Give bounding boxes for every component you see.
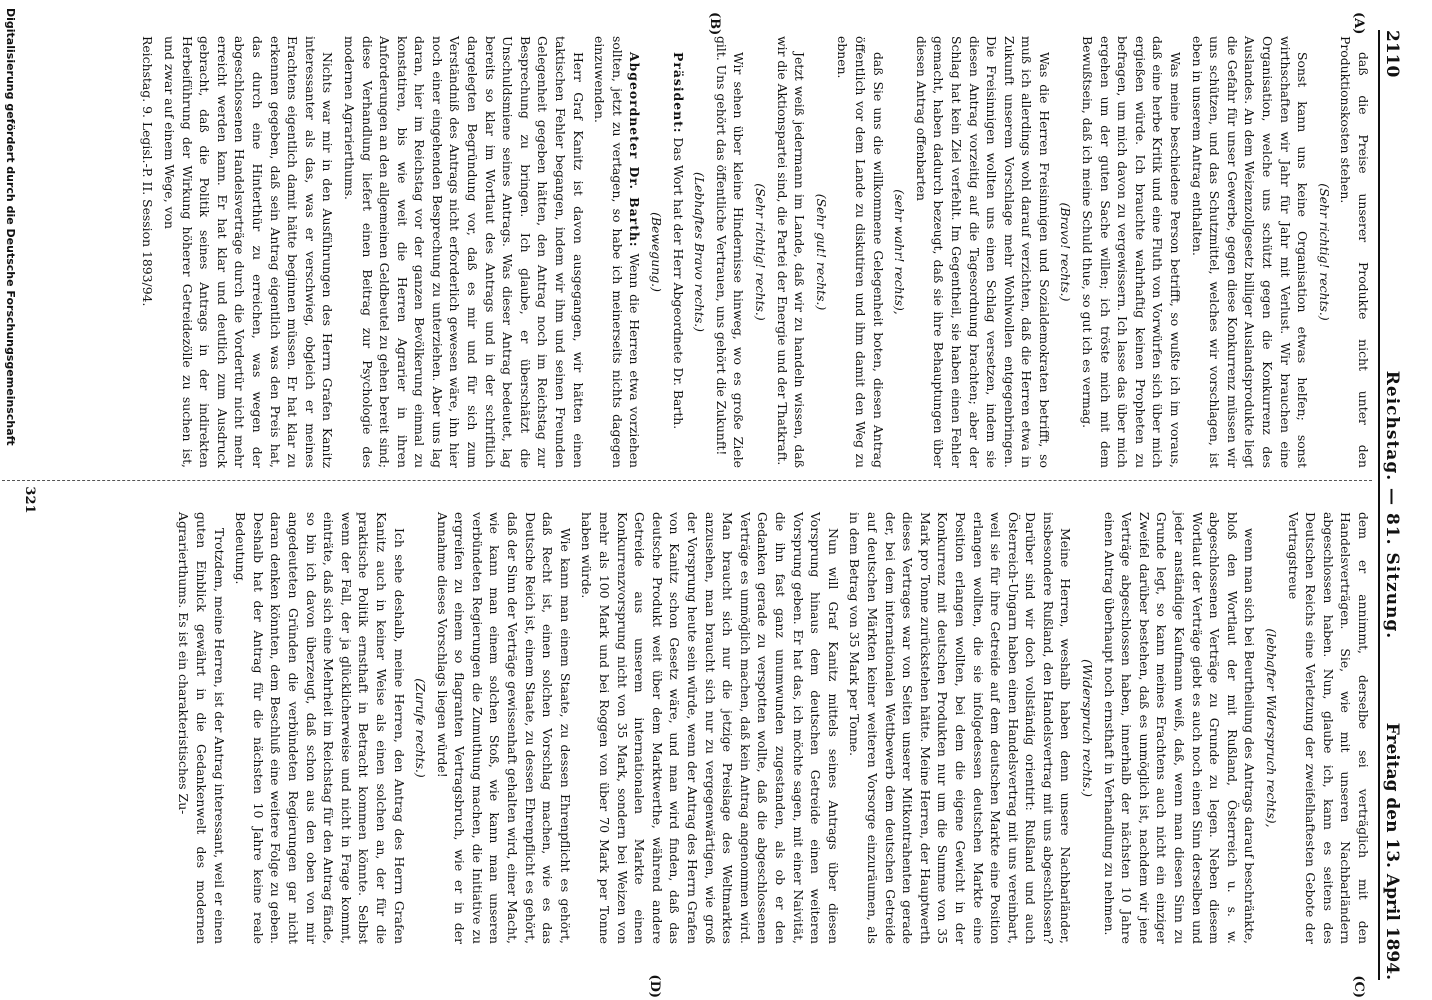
paragraph: Nichts war mir in den Ausführungen des Herrn Grafen Kanitz interessanter als das, was er verschwieg, obgleich er meines Erachtens eigentlich damit hätte beginnen müssen. Er hat klar zu erkennen gegeben, daß sein Antrag eigentlich was den Preis hat, das durch eine Hinterthür zu erreichen, was wegen der abgeschlossenen Handelsverträge durch die Vordertür nicht mehr erreicht werden kann. Er hat klar und deutlich zum Ausdruck gebracht, daß die Politik seines Antrags in der indirekten Herbeiführung der Wirkung höherer Getreidezölle zu suchen ist, und zwar auf einem Wege, von [162,36,336,468]
paragraph: wenn man sich bei Beurtheilung des Antrags darauf beschränkte, bloß den Wortlaut der mit Rußland, Österreich u. s. w. abgeschlossenen Verträge zu Grunde zu legen. Neben diesem Wortlaut der Verträge giebt es auch noch einen Sinn derselben und jeder anständige Kaufmann weiß, daß, wenn man diesen Sinn zu Grunde legt, so kann meines Erachtens auch nicht ein einziger Zweifel darüber bestehen, daß es unmöglich ist, nachdem wir jene Verträge abgeschlossen haben, innerhalb der nächsten 10 Jahre einen Antrag überhaupt noch ernsthaft in Verhandlung zu nehmen. [1101,512,1258,944]
interjection: (Zurufe rechts.) [413,678,429,778]
speaker-paragraph [669,36,687,468]
paragraph: dem er annimmt, derselbe sei verträglich mit den Handelsverträgen. Sie, wie mit unseren Nachbarländern abgeschlossen haben. Nun, glaube ich, kann es seitens des Deutschen Reichs eine Verletzung der zweifelhaftesten Gebote der Vertragstreue [1285,512,1371,944]
paragraph: Meine Herren, weshalb haben denn unsere Nachbarländer, insbesondere Rußland, den Handelsvertrag mit uns abgeschlossen? Darüber sind wir doch vollständig orientirt: Rußland und auch Österreich-Ungarn haben einen Handelsvertrag mit uns vereinbart, weil sie für ihre Getreide auf dem deutschen Markte eine Position erlangen wollten, die sie infolgedessen deutschen Markte eine Position erlangen wollten, bei dem die eigene Gewicht in der Konkurrenz mit deutschen Produkten nur um die Summe von 35 Mark pro Tonne zurückstehen hätte. Meine Herren, der Hauptwerth dieses Vertrages war von Seiten unserer Mitkontrahenten gerade der, bei dem internationalen Wettbewerb dem deutschen Getreide auf deutschen Märkten keiner weiteren Vorsorge einzuräumen, als in dem Betrag von 35 Mark per Tonne. [847,512,1074,944]
margin-mark-d: (D) [647,974,662,998]
speaker-name: Präsident: [670,52,686,134]
margin-mark-a: (A) [1351,12,1366,35]
header-date: Freitag den 13. April 1894. [1382,722,1402,980]
interjection: (Bravo! rechts.) [1058,202,1074,302]
interjection: (Bewegung.) [649,212,665,292]
speaker-name: Abgeordneter Dr. Barth: [627,52,643,248]
speech-text: Das Wort hat der Herr Abgeordnete Dr. Barth. [670,133,686,430]
paragraph: daß die Preise unserer Produkte nicht unter den Produktionskosten stehen. [1338,36,1371,468]
paragraph: Trotzdem, meine Herren, ist der Antrag interessant, weil er einen guten Einblick gewährt in die Gedankenwelt des modernen Agrarierthums. Es ist ein charakteristisches Zu- [176,512,227,944]
digitization-credit: Digitalisierung gefördert durch die Deutsche Forschungsgemeinschaft [4,8,17,446]
header-title: Reichstag. — 81. Sitzung. [1382,370,1402,640]
margin-mark-b: (B) [707,12,722,36]
interjection: (Sehr gut! rechts.) [813,193,829,311]
paragraph: Jetzt weiß jedermann im Lande, daß wir zu handeln wissen, daß wir die Aktionspartei sind, die Partei der Energie und der Thatkraft. [774,36,808,468]
paragraph: Reichstag. 9. Legisl.-P. II. Session 1893/94. [140,36,156,307]
interjection: (sehr wahr! rechts), [892,189,908,315]
paragraph: Wie kann man einem Staate, zu dessen Ehrenpflicht es gehört, daß Recht ist, einen solchen Vorschlag machen, wie es das Deutsche Reich ist, einem Staate, zu dessen Ehrenpflicht es gehört, daß der Sinn der Verträge gewissenhaft gehalten wird, einer Macht, wie kann man einem solchen Stoß, wie kann man unseren verbündeten Regierungen die Zumuthung machen, die Initiative zu ergreifen zu einem so flagranten Vertragsbruch, wie er in der Annahme dieses Vorschlags liegen würde! [434,512,573,944]
speech-text: Wenn die Herren etwa vorziehen sollten, jetzt zu vertagen, so habe ich meinerseits nichts dagegen einzuwenden. [592,36,643,468]
paragraph: Herr Graf Kanitz ist davon ausgegangen, wir hätten einen taktischen Fehler begangen, indem wir ihm und seinen Freunden Gelegenheit gegeben hätten, den Antrag noch im Reichstag zur Besprechung zu bringen. Ich glaube, er überschätzt die Unschuldsmiene seines Antrags. Was dieser Antrag bedeutet, lag bereits so klar im Wortlaut des Antrags und in der schriftlich dargelegten Begründung vor, daß es mir und für sich zum Verständniß des Antrags nicht erforderlich gewesen wäre, ihn hier noch einer eingehenden Besprechung zu unterziehen. Aber uns lag daran, hier im Reichstag vor der ganzen Bevölkerung einmal zu konstatiren, bis wie weit die Herren Agrarier in ihren Anforderungen an den allgemeinen Geldbeutel zu gehen bereit sind; diese Verhandlung liefert einen Beitrag zur Psychologie des modernen Agrarierthums. [341,36,586,468]
interjection: (Sehr richtig! rechts.) [1316,183,1332,321]
page-number: 321 [22,486,37,514]
paragraph: daß Sie uns die willkommene Gelegenheit boten, diesen Antrag öffentlich vor dem Lande zu diskutiren und ihm damit den Weg zu ebnen. [835,36,886,468]
interjection: (Lebhaftes Bravo rechts.) [692,172,708,332]
paragraph: Was die Herren Freisinnigen und Sozialdemokraten betrifft, so muß ich allerdings wohl darauf verzichten, daß die Herren etwa in Zukunft unserem Vorschlage mehr Wohlwollen entgegenbringen. Die Freisinnigen wollten uns einen Schlag versetzen, indem sie diesen Antrag vorzeitig auf die Tagesordnung brachten; aber der Schlag hat kein Ziel verfehlt. Im Gegentheil, sie haben einen Fehler gemacht, haben dadurch bezeugt, daß sie ihre Behauptungen über diesen Antrag offenbarten [913,36,1052,468]
column-divider [2,480,1372,481]
margin-mark-c: (C) [1351,975,1366,998]
paragraph: Wir sehen über kleine Hindernisse hinweg, wo es große Ziele gilt. Uns gehört das öffentliche Vertrauen, uns gehört die Zukunft! [713,36,747,468]
paragraph: Nun will Graf Kanitz mittels seines Antrags über diesen Vorsprung hinaus dem deutschen Getreide einen weiteren Vorsprung geben. Er hat das, ich möchte sagen, mit einer Naivität, die ihn fast ganz unumwunden zugestanden, als ob er den Gedanken gerade zu verspotten wollte, daß die abgeschlossenen Verträge es unmöglich machen, daß kein Antrag angenommen wird. Man braucht sich nur die jetzige Preislage des Weltmarktes anzusehen, man braucht sich nur zu vergegenwärtigen, wie groß der Vorsprung heute sein würde, wenn der Antrag des Herrn Grafen von Kanitz schon Gesetz wäre, und man wird finden, daß das deutsche Produkt weit über dem Marktwerthe, während andere Getreide aus unserem internationalen Markte einen Konkurrenzvorsprung nicht von 35 Mark, sondern bei Weizen von mehr als 100 Mark und bei Roggen von über 70 Mark per Tonne haben würde. [579,512,841,944]
interjection: (Widerspruch rechts.) [1080,659,1096,797]
paragraph: Sonst kann uns keine Organisation etwas helfen; sonst wirthschaften wir Jahr für Jahr mit Verlust. Wir brauchen eine Organisation, welche uns schützt gegen die Konkurrenz des Auslandes. An dem Weizenzollgesetz billiger Auslandsprodukte liegt die Gefahr für unser Gewerbe, gegen diese Konkurrenz müssen wir uns schützen, und das Schutzmittel, welches wir vorschlagen, ist eben in unserem Antrag enthalten. [1189,36,1311,468]
page-header [1380,30,1410,980]
interjection: (lebhafter Widerspruch rechts), [1264,628,1280,828]
paragraph: Was meine beschiedene Person betrifft, so wußte ich im voraus, daß eine herbe Kritik und eine Fluth von Vorwürfen sich über mich ergießen würde. Ich brauchte wahrhaftig keinen Propheten zu befragen, um mich davon zu vergewissern. Ich lasse das über mich ergehen um der guten Sache willen; ich tröste mich mit dem Bewußtsein, daß ich meine Schuld thue, so gut ich es vermag. [1080,36,1184,468]
header-rule [1378,30,1380,980]
paragraph: Ich sehe deshalb, meine Herren, den Antrag des Herrn Grafen Kanitz auch in keiner Weise als einen solchen an, der für die praktische Politik ernsthaft in Betracht kommen könnte. Selbst wenn der Fall, der ja glücklicherweise und nicht in Frage kommt, einträte, daß sich eine Mehrheit im Reichstag für den Antrag fände, so bin ich davon überzeugt, daß schon aus den oben von mir angedeuteten Gründen die verbündeten Regierungen gar nicht daran denken könnten, dem Beschluß eine weitere Folge zu geben. Deshalb hat der Antrag für die nächsten 10 Jahre keine reale Bedeutung. [233,512,407,944]
interjection: (Sehr richtig! rechts.) [753,183,768,321]
left-column [135,36,1372,468]
speaker-paragraph [591,36,644,468]
header-page-number: 2110 [1382,30,1402,78]
right-column [171,512,1372,944]
